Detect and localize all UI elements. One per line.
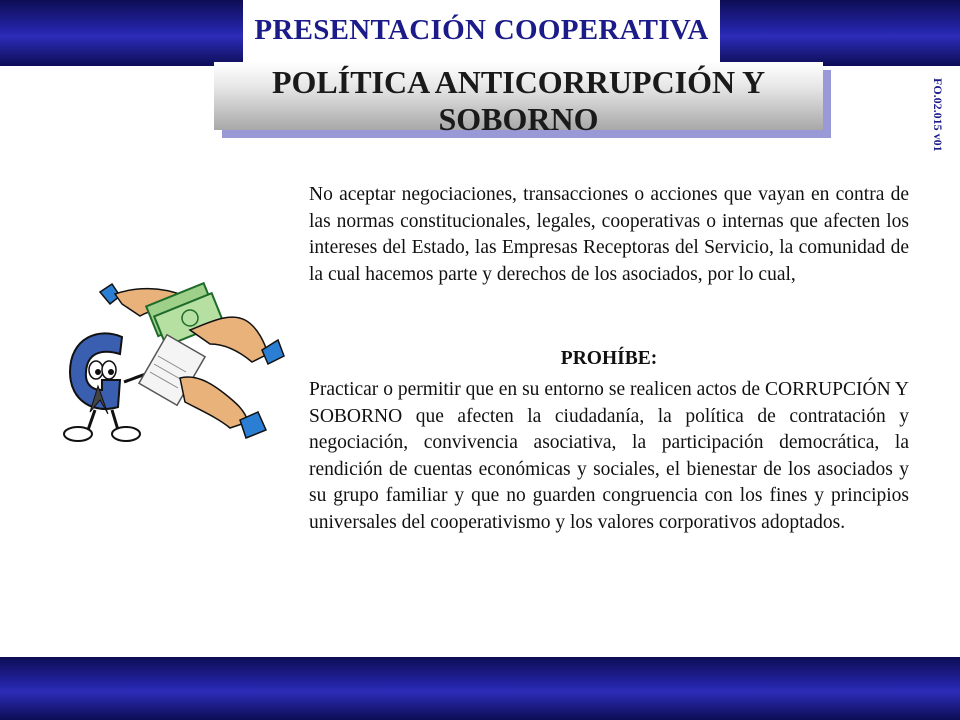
footer-band — [0, 657, 960, 720]
bribery-illustration — [40, 282, 290, 460]
header-title: PRESENTACIÓN COOPERATIVA — [254, 14, 709, 46]
slide-title-line2: SOBORNO — [438, 101, 599, 137]
prohibe-heading: PROHÍBE: — [560, 348, 658, 369]
bribery-hands-money-icon — [40, 282, 290, 460]
slide-title — [214, 64, 823, 138]
bottom-hand-icon — [180, 377, 266, 438]
slide-title-line1: POLÍTICA ANTICORRUPCIÓN Y — [271, 64, 766, 100]
paragraph-intro: No aceptar negociaciones, transacciones o acciones que vayan en contra de las normas constitucionales, legales, cooperativas o internas que afecten los intereses del Estado, las Empresas Receptoras del Servicio, la comunidad de la cual hacemos parte y derechos de los asociados, por lo cual, — [309, 184, 909, 285]
document-code: FO.02.015 v01 — [931, 78, 945, 152]
paragraph-prohibition: Practicar o permitir que en su entorno se realicen actos de CORRUPCIÓN Y SOBORNO que afecten la ciudadanía, la política de contratación y negociación, convivencia asociativa, la participación democrática, la rendición de cuentas económicas y sociales, el bienestar de los asociados y su grupo familiar y que no guarden congruencia con los fines y principios universales del cooperativismo y los valores corporativos adoptados. — [309, 379, 909, 533]
